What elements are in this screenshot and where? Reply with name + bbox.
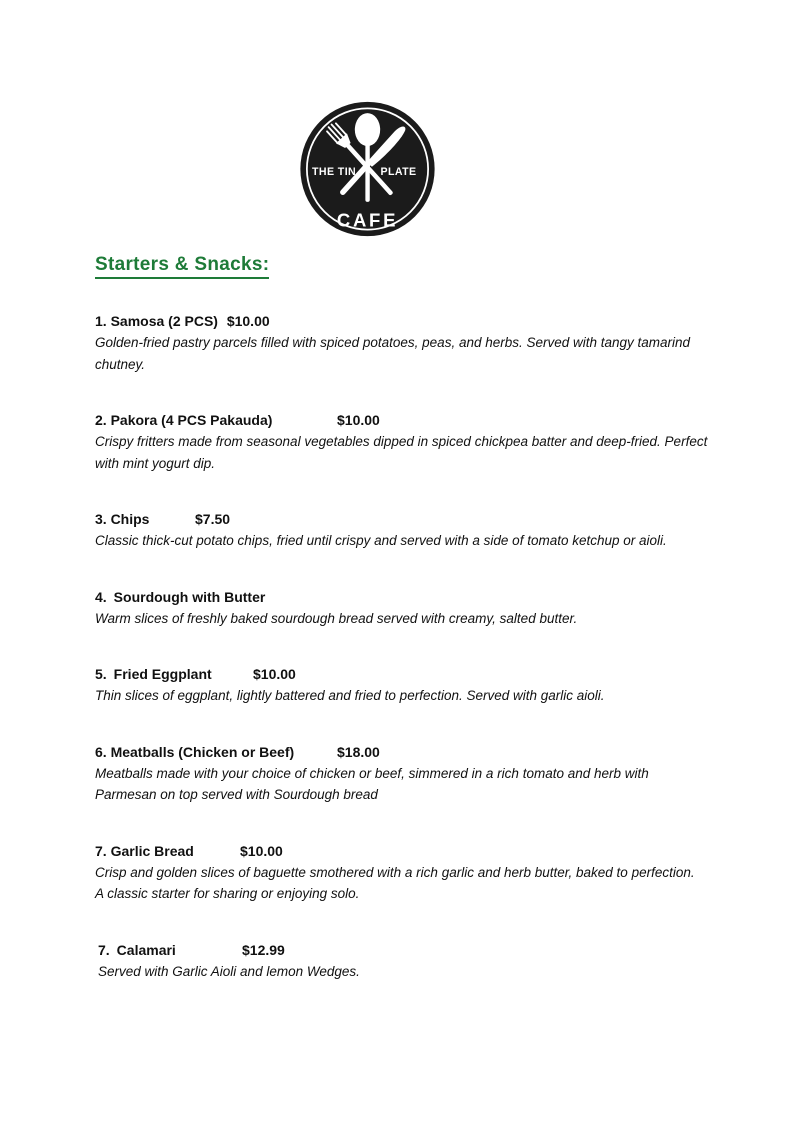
item-description	[95, 685, 735, 707]
item-description	[95, 763, 735, 806]
item-description-line: Golden-fried pastry parcels filled with spiced potatoes, peas, and herbs. Served with tangy tamarind	[95, 335, 691, 350]
item-name: 5. Fried Eggplant	[95, 666, 212, 682]
item-description-line: Parmesan on top served with Sourdough bread	[95, 787, 378, 802]
item-description-line: Thin slices of eggplant, lightly battered and fried to perfection. Served with garlic aioli.	[95, 688, 605, 703]
item-title-line	[95, 509, 735, 530]
item-description-line: Warm slices of freshly baked sourdough bread served with creamy, salted butter.	[95, 610, 578, 626]
menu-items	[95, 311, 735, 982]
item-name: 2. Pakora (4 PCS Pakauda)	[95, 412, 273, 428]
item-name: 7. Calamari	[98, 941, 176, 958]
item-description	[95, 608, 735, 630]
item-title-line	[95, 410, 735, 431]
item-title-line	[95, 311, 735, 332]
item-name: 6. Meatballs (Chicken or Beef)	[95, 743, 295, 760]
item-description-line: Served with Garlic Aioli and lemon Wedges.	[98, 963, 360, 979]
menu-item	[95, 664, 735, 707]
item-price: $18.00	[337, 743, 380, 760]
logo-text-right: PLATE	[380, 166, 417, 179]
item-description-line: Crispy fritters made from seasonal vegetables dipped in spiced chickpea batter and deep-fried. Perfect	[95, 434, 708, 449]
menu-item	[95, 410, 735, 474]
item-name: 3. Chips	[95, 511, 150, 527]
item-title-line	[95, 587, 735, 608]
item-price: $7.50	[195, 511, 231, 527]
item-description	[95, 862, 735, 905]
item-title-line	[98, 940, 735, 961]
item-description	[98, 961, 735, 983]
item-description	[95, 431, 735, 474]
item-price: $10.00	[226, 313, 270, 329]
item-description-line: Meatballs made with your choice of chicken or beef, simmered in a rich tomato and herb with	[95, 765, 649, 781]
logo-text-left: THE TIN	[312, 166, 357, 179]
item-description-line: chutney.	[95, 356, 146, 372]
item-price: $10.00	[337, 412, 380, 428]
item-description-line: with mint yogurt dip.	[95, 455, 216, 471]
item-description-line: Crisp and golden slices of baguette smothered with a rich garlic and herb butter, baked to perfection.	[95, 864, 695, 880]
section-heading: Starters & Snacks:	[95, 254, 269, 279]
item-price: $10.00	[240, 842, 283, 859]
item-name: 1. Samosa (2 PCS)	[95, 313, 218, 329]
menu-item	[95, 742, 735, 806]
item-description-line: A classic starter for sharing or enjoying solo.	[95, 886, 360, 901]
item-title-line	[95, 664, 735, 685]
menu-item	[95, 940, 735, 983]
logo-text-bottom: CAFE	[336, 209, 399, 231]
item-description	[95, 332, 735, 375]
item-price: $12.99	[242, 941, 285, 958]
item-title-line	[95, 841, 735, 862]
cafe-logo	[299, 99, 436, 239]
item-price: $10.00	[253, 666, 296, 682]
menu-content	[95, 254, 735, 1017]
menu-item	[95, 311, 735, 375]
menu-item	[95, 587, 735, 630]
menu-item	[95, 841, 735, 905]
item-description	[95, 530, 735, 552]
menu-item	[95, 509, 735, 552]
item-name: 4. Sourdough with Butter	[95, 588, 266, 605]
item-description-line: Classic thick-cut potato chips, fried until crispy and served with a side of tomato ketchup or aioli.	[95, 533, 667, 548]
item-title-line	[95, 742, 735, 763]
item-name: 7. Garlic Bread	[95, 842, 194, 859]
